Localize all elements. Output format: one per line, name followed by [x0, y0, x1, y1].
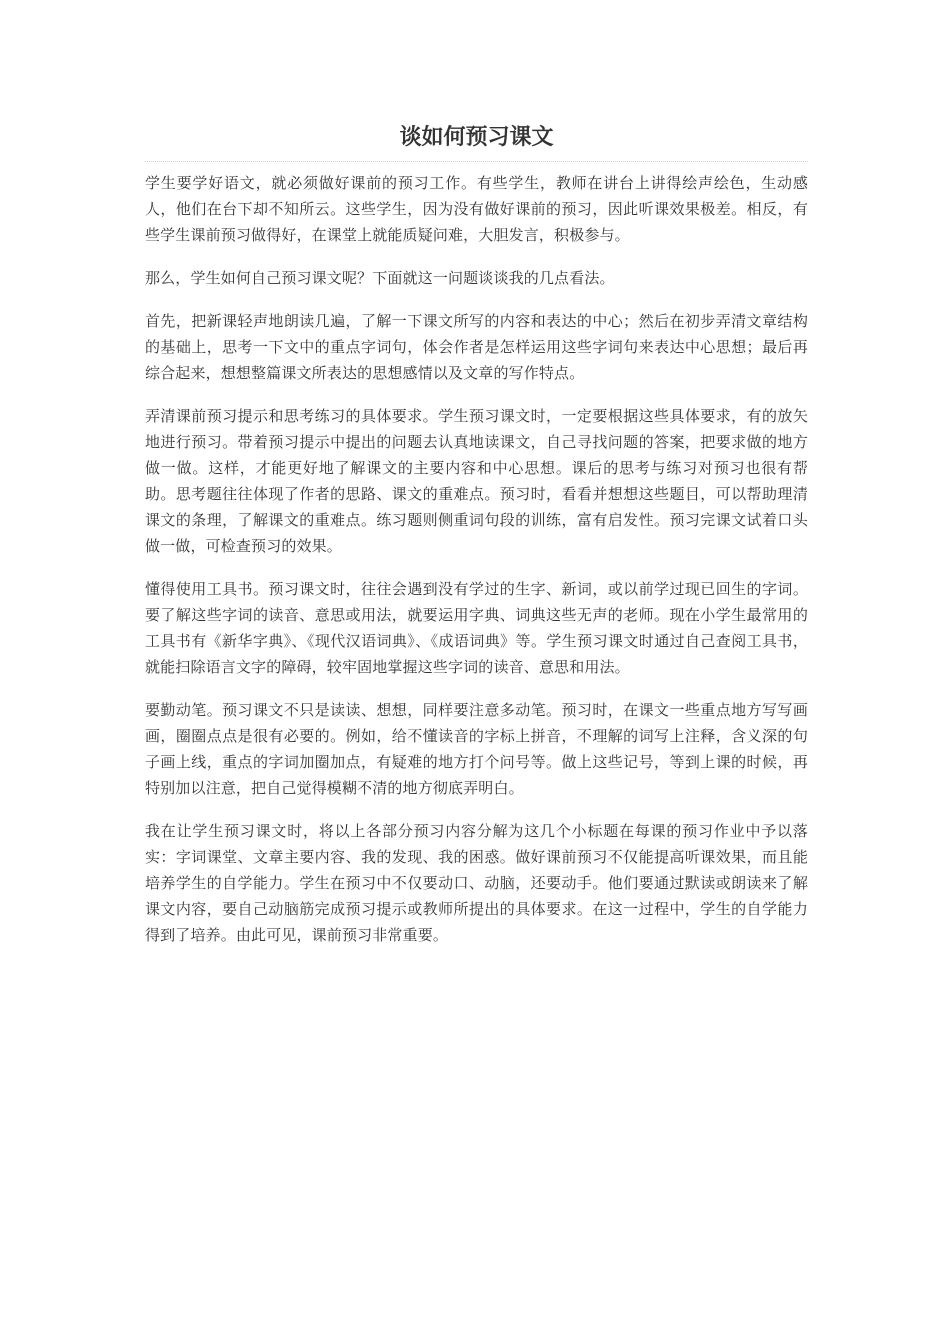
paragraph-7: 我在让学生预习课文时，将以上各部分预习内容分解为这几个小标题在每课的预习作业中予以落实：字词课堂、文章主要内容、我的发现、我的困惑。做好课前预习不仅能提高听课效果，而且能培养学生的自学能力。学生在预习中不仅要动口、动脑，还要动手。他们要通过默读或朗读来了解课文内容，要自己动脑筋完成预习提示或教师所提出的具体要求。在这一过程中，学生的自学能力得到了培养。由此可见，课前预习非常重要。: [145, 822, 808, 944]
title-divider: [145, 161, 808, 162]
document-title: 谈如何预习课文: [399, 125, 554, 150]
paragraph-1: 学生要学好语文，就必须做好课前的预习工作。有些学生，教师在讲台上讲得绘声绘色，生动感人，他们在台下却不知所云。这些学生，因为没有做好课前的预习，因此听课效果极差。相反，有些学生课前预习做得好，在课堂上就能质疑问难，大胆发言，积极参与。: [145, 174, 808, 244]
paragraph-6: 要勤动笔。预习课文不只是读读、想想，同样要注意多动笔。预习时，在课文一些重点地方写写画画，圈圈点点是很有必要的。例如，给不懂读音的字标上拼音，不理解的词写上注释，含义深的句子画上线，重点的字词加圈加点，有疑难的地方打个问号等。做上这些记号，等到上课的时候，再特别加以注意，把自己觉得模糊不清的地方彻底弄明白。: [145, 701, 808, 797]
paragraph-3: 首先，把新课轻声地朗读几遍，了解一下课文所写的内容和表达的中心；然后在初步弄清文章结构的基础上，思考一下文中的重点字词句，体会作者是怎样运用这些字词句来表达中心思想；最后再综合起来，想想整篇课文所表达的思想感情以及文章的写作特点。: [145, 312, 808, 382]
paragraph-4: 弄清课前预习提示和思考练习的具体要求。学生预习课文时，一定要根据这些具体要求，有的放矢地进行预习。带着预习提示中提出的问题去认真地读课文，自己寻找问题的答案，把要求做的地方做一做。这样，才能更好地了解课文的主要内容和中心思想。课后的思考与练习对预习也很有帮助。思考题往往体现了作者的思路、课文的重难点。预习时，看看并想想这些题目，可以帮助理清课文的条理，了解课文的重难点。练习题则侧重词句段的训练，富有启发性。预习完课文试着口头做一做，可检查预习的效果。: [145, 407, 808, 555]
paragraph-5: 懂得使用工具书。预习课文时，往往会遇到没有学过的生字、新词，或以前学过现已回生的字词。要了解这些字词的读音、意思或用法，就要运用字典、词典这些无声的老师。现在小学生最常用的工具书有《新华字典》、《现代汉语词典》、《成语词典》等。学生预习课文时通过自己查阅工具书，就能扫除语言文字的障碍，较牢固地掌握这些字词的读音、意思和用法。: [145, 580, 808, 676]
document-page: [145, 118, 808, 965]
paragraph-2: 那么，学生如何自己预习课文呢？下面就这一问题谈谈我的几点看法。: [145, 269, 615, 287]
